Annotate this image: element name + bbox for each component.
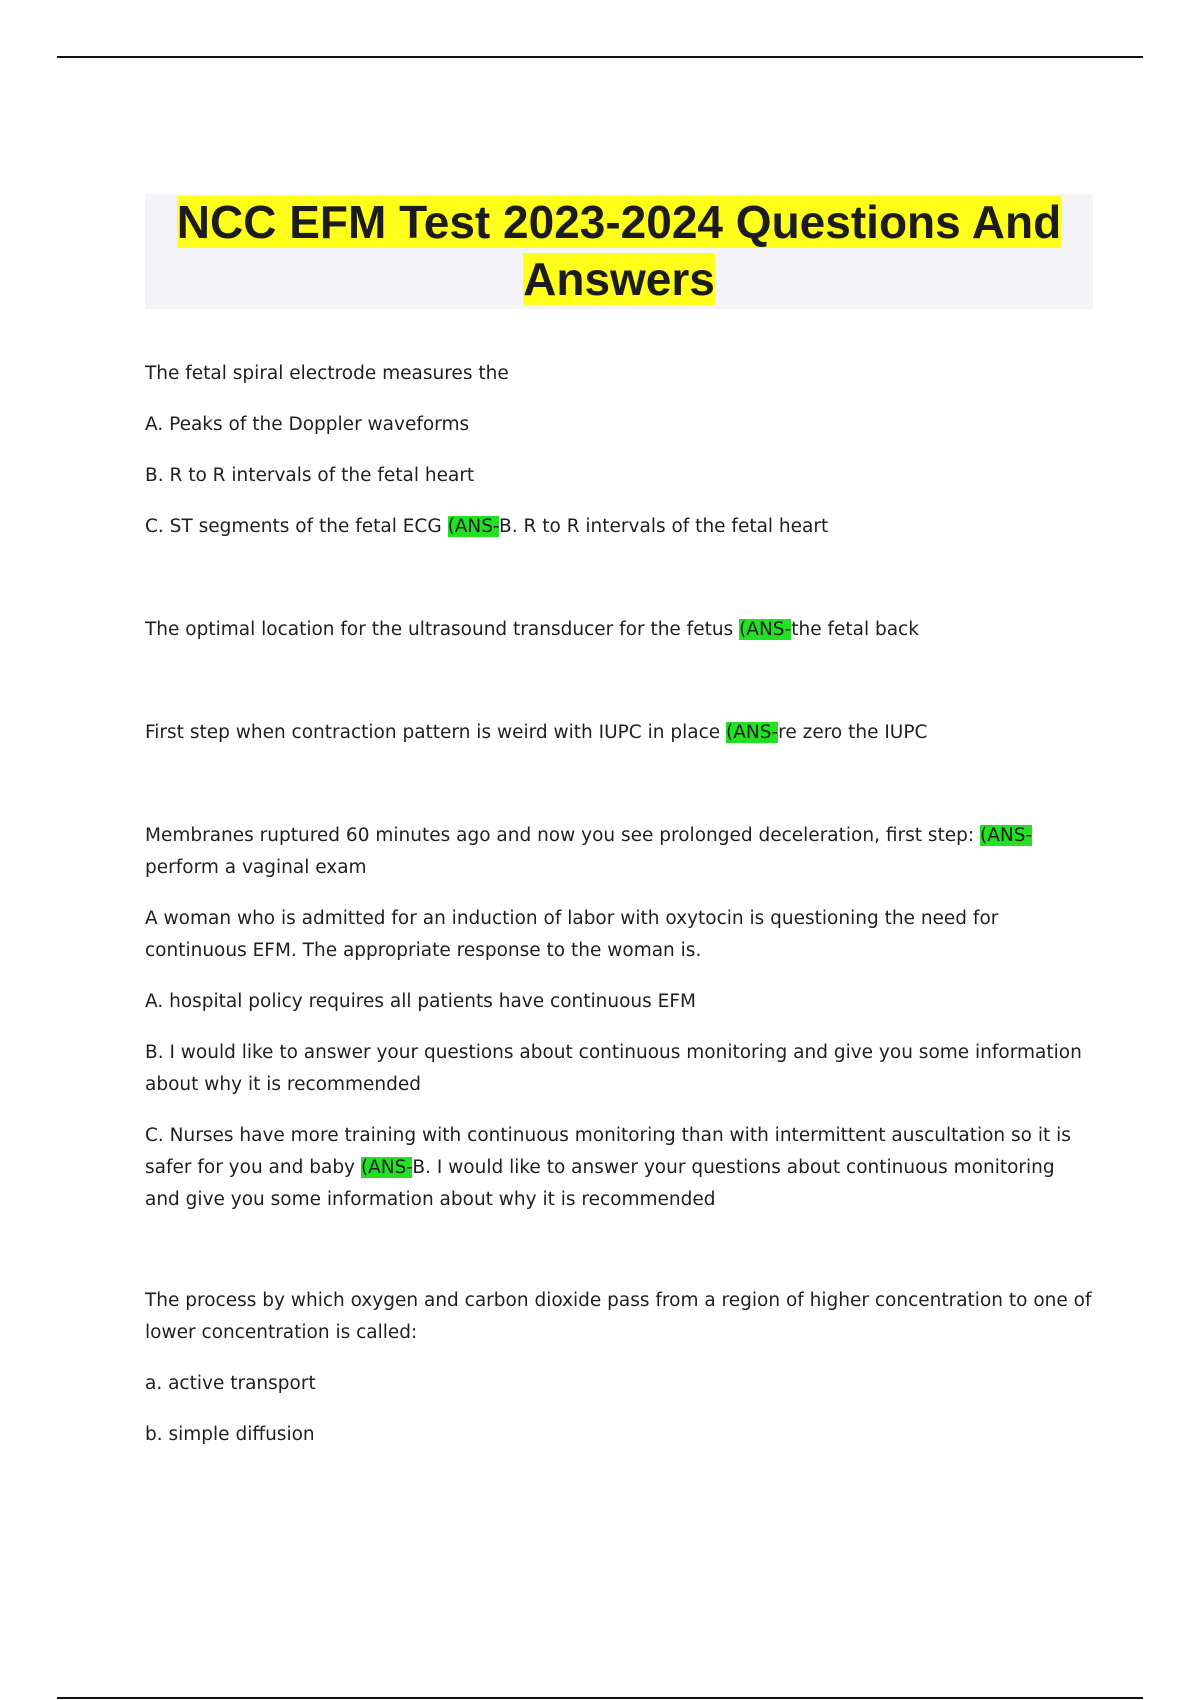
q1-stem: The fetal spiral electrode measures the xyxy=(145,363,509,384)
q4-stem: Membranes ruptured 60 minutes ago and now you see prolonged deceleration, first step: xyxy=(145,825,980,846)
q3-line xyxy=(145,717,1095,749)
answer-marker: (ANS- xyxy=(360,1157,413,1178)
q3-stem: First step when contraction pattern is weird with IUPC in place xyxy=(145,722,727,743)
q1-answer: B. R to R intervals of the fetal heart xyxy=(499,516,829,537)
q5-option-c-text: C. Nurses have more training with continuous monitoring than with intermittent auscultation so it is safer for you and baby xyxy=(145,1125,1071,1178)
q6-option-a: a. active transport xyxy=(145,1373,316,1394)
footer-rule xyxy=(57,1697,1143,1699)
q4-line xyxy=(145,820,1095,884)
q2-stem: The optimal location for the ultrasound transducer for the fetus xyxy=(145,619,740,640)
q5-option-a: A. hospital policy requires all patients have continuous EFM xyxy=(145,991,696,1012)
q5-option-c xyxy=(145,1120,1095,1216)
document-body xyxy=(145,358,1095,1470)
q5-answer: B. I would like to answer your questions about continuous monitoring and give you some information about why it is recommended xyxy=(145,1157,1055,1210)
q1-option-b: B. R to R intervals of the fetal heart xyxy=(145,465,475,486)
q5-stem: A woman who is admitted for an induction of labor with oxytocin is questioning the need for continuous EFM. The appropriate response to the woman is. xyxy=(145,908,999,961)
q2-line xyxy=(145,614,1095,646)
q1-option-c xyxy=(145,511,1095,543)
q1-option-c-text: C. ST segments of the fetal ECG xyxy=(145,516,448,537)
q2-answer: the fetal back xyxy=(791,619,919,640)
answer-marker: (ANS- xyxy=(739,619,792,640)
document-title xyxy=(145,194,1093,309)
title-line-2: Answers xyxy=(523,253,715,305)
answer-marker: (ANS- xyxy=(726,722,779,743)
q5-option-b: B. I would like to answer your questions about continuous monitoring and give you some information about why it is recommended xyxy=(145,1042,1082,1095)
q4-answer: perform a vaginal exam xyxy=(145,857,367,878)
title-line-1: NCC EFM Test 2023-2024 Questions And xyxy=(176,196,1062,248)
q6-stem: The process by which oxygen and carbon dioxide pass from a region of higher concentration to one of lower concentration is called: xyxy=(145,1290,1092,1343)
q1-option-a: A. Peaks of the Doppler waveforms xyxy=(145,414,470,435)
answer-marker: (ANS- xyxy=(980,825,1033,846)
q6-option-b: b. simple diffusion xyxy=(145,1424,315,1445)
answer-marker: (ANS- xyxy=(447,516,500,537)
header-rule xyxy=(57,56,1143,58)
q3-answer: re zero the IUPC xyxy=(778,722,928,743)
